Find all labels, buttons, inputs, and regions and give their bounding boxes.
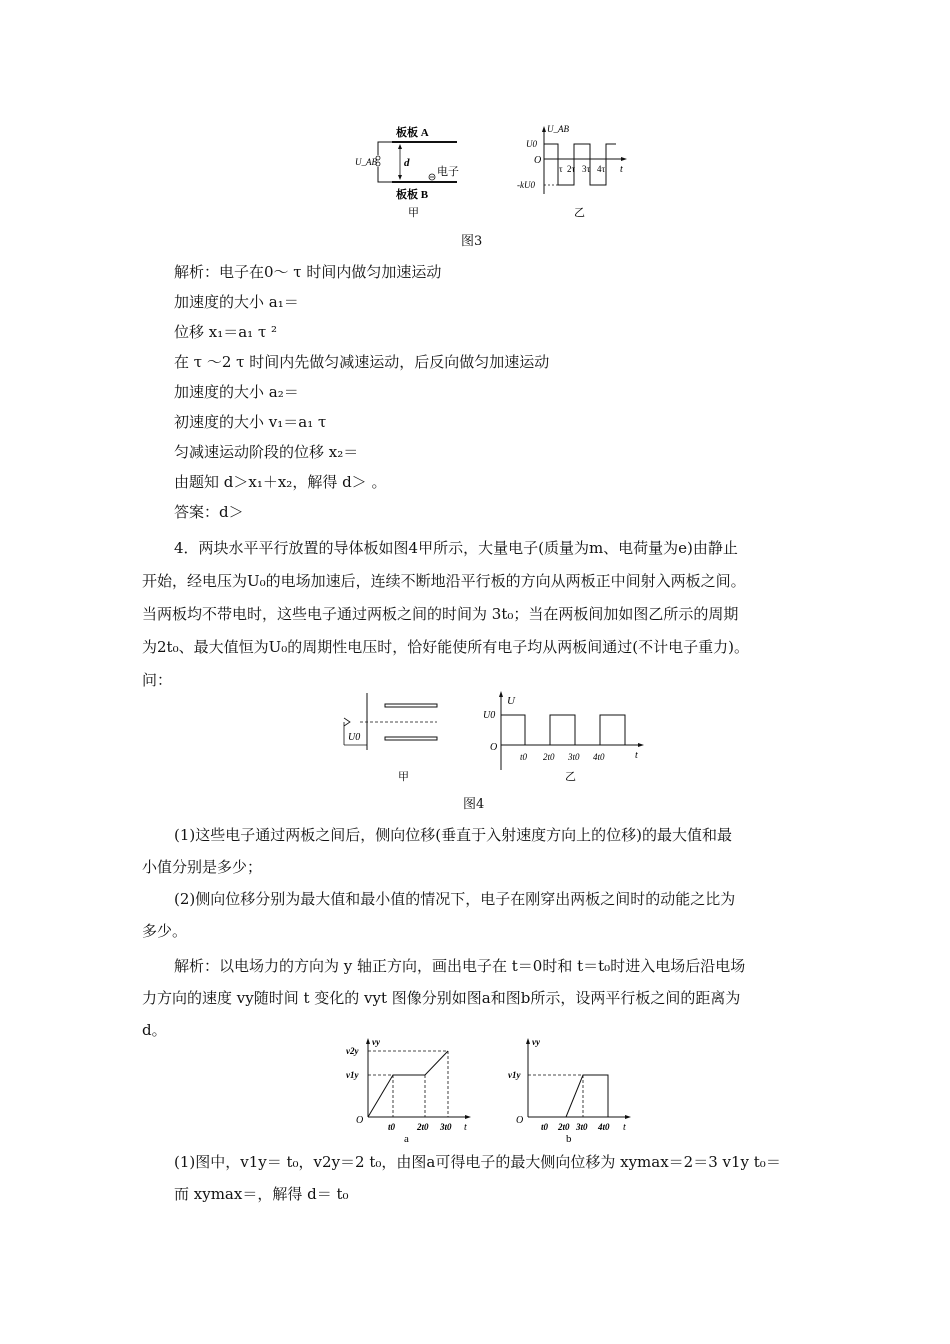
sol4-line-1: 解析：以电场力的方向为 y 轴正方向，画出电子在 t＝0时和 t＝t₀时进入电场后沿电场 [174, 957, 746, 975]
yi-uab-label: U_AB [547, 124, 569, 134]
plate-a-label: 板板 A [396, 127, 429, 139]
sol3-line-6: 初速度的大小 v₁＝a₁ τ [174, 413, 327, 431]
figure-b [508, 1035, 648, 1145]
figure-4-yi [480, 690, 650, 790]
figure-4-jia [340, 690, 460, 790]
a-vy-label: vy [372, 1037, 380, 1047]
a-tick-3: 3t0 [440, 1122, 452, 1132]
yi-tick-1: τ [559, 164, 563, 174]
q4-line-1: 4．两块水平平行放置的导体板如图4甲所示，大量电子(质量为m、电荷量为e)由静止 [174, 539, 738, 557]
electron-label: 电子 [437, 166, 459, 178]
yi-label: 乙 [574, 207, 585, 219]
sol4-line-2: 力方向的速度 vy随时间 t 变化的 vyt 图像分别如图a和图b所示，设两平行板之间的距离为 [142, 989, 741, 1007]
figure-3-jia [352, 122, 472, 222]
figure-4-caption: 图4 [463, 797, 485, 812]
sol3-line-5: 加速度的大小 a₂＝ [174, 383, 299, 401]
yi4-origin-label: O [490, 742, 498, 753]
b-v1y-label: v1y [508, 1070, 521, 1080]
q4-sub1-line-1: (1)这些电子通过两板之间后，侧向位移(垂直于入射速度方向上的位移)的最大值和最 [174, 826, 732, 844]
yi-tick-2: 2τ [567, 164, 576, 174]
plates-diagram [340, 690, 460, 790]
sol3-answer: 答案：d＞ [174, 503, 244, 521]
square-wave-graph [512, 122, 632, 222]
sol3-line-3: 位移 x₁＝a₁ τ ² [174, 323, 278, 341]
yi4-tick-3: 3t0 [568, 752, 580, 762]
yi4-tick-1: t0 [520, 752, 528, 762]
b-tick-2: 2t0 [558, 1122, 570, 1132]
b-tick-3: 3t0 [576, 1122, 588, 1132]
yi-neg-label: -kU0 [517, 180, 535, 190]
a-t-label: t [464, 1122, 467, 1133]
b-tick-4: 4t0 [598, 1122, 610, 1132]
sol3-line-7: 匀减速运动阶段的位移 x₂＝ [174, 443, 359, 461]
yi-tick-4: 4τ [597, 164, 606, 174]
yi4-label: 乙 [565, 771, 576, 783]
yi4-tick-4: 4t0 [593, 752, 605, 762]
sol4b-line-2: 而 xymax＝，解得 d＝ t₀ [174, 1185, 349, 1203]
yi4-t-label: t [635, 750, 638, 761]
b-tick-1: t0 [541, 1122, 549, 1132]
figure-3-yi [512, 122, 632, 222]
b-label: b [566, 1133, 572, 1145]
sol3-line-8: 由题知 d＞x₁＋x₂，解得 d＞ 。 [174, 473, 387, 491]
b-vy-label: vy [532, 1037, 540, 1047]
q4-line-5: 问： [142, 671, 173, 689]
b-origin-label: O [516, 1115, 524, 1126]
q4-line-2: 开始，经电压为U₀的电场加速后，连续不断地沿平行板的方向从两板正中间射入两板之间。 [142, 572, 746, 590]
sol4-line-3: d。 [142, 1021, 167, 1039]
sol3-line-2: 加速度的大小 a₁＝ [174, 293, 299, 311]
q4-line-4: 为2t₀、最大值恒为U₀的周期性电压时，恰好能使所有电子均从两板间通过(不计电子重力)。 [142, 638, 749, 656]
yi-u0-label: U0 [526, 139, 537, 149]
pulse-graph [480, 690, 650, 790]
a-tick-2: 2t0 [417, 1122, 429, 1132]
q4-sub1-line-2: 小值分别是多少； [142, 858, 263, 876]
uab-label: U_AB [355, 157, 377, 167]
yi-origin-label: O [534, 155, 542, 166]
a-v1y-label: v1y [346, 1070, 359, 1080]
yi-tick-3: 3τ [582, 164, 591, 174]
vy-t-graph-b [508, 1035, 648, 1145]
sol3-line-1: 解析：电子在0～ τ 时间内做匀加速运动 [174, 263, 442, 281]
sol4b-line-1: (1)图中，v1y＝ t₀，v2y＝2 t₀，由图a可得电子的最大侧向位移为 xymax＝2＝3 v1y t₀＝ [174, 1153, 781, 1171]
sol3-line-4: 在 τ ～2 τ 时间内先做匀减速运动，后反向做匀加速运动 [174, 353, 550, 371]
jia4-label: 甲 [398, 771, 409, 783]
q4-sub2-line-2: 多少。 [142, 922, 188, 940]
vy-t-graph-a [340, 1035, 480, 1145]
d-label: d [404, 157, 410, 169]
yi4-u-label: U [507, 695, 515, 707]
capacitor-diagram [352, 122, 472, 222]
plate-b-label: 板板 B [396, 189, 429, 201]
a-label: a [404, 1133, 409, 1145]
yi4-u0-label: U0 [483, 710, 496, 721]
q4-line-3: 当两板均不带电时，这些电子通过两板之间的时间为 3t₀；当在两板间加如图乙所示的周期 [142, 605, 739, 623]
b-t-label: t [623, 1122, 626, 1133]
figure-3-caption: 图3 [461, 234, 483, 249]
q4-sub2-line-1: (2)侧向位移分别为最大值和最小值的情况下，电子在刚穿出两板之间时的动能之比为 [174, 890, 736, 908]
yi4-tick-2: 2t0 [543, 752, 555, 762]
yi-t-label: t [620, 164, 623, 175]
a-origin-label: O [356, 1115, 364, 1126]
jia-label: 甲 [408, 207, 419, 219]
a-v2y-label: v2y [346, 1046, 359, 1056]
figure-a [340, 1035, 480, 1145]
jia4-u0-label: U0 [348, 732, 361, 743]
a-tick-1: t0 [388, 1122, 396, 1132]
